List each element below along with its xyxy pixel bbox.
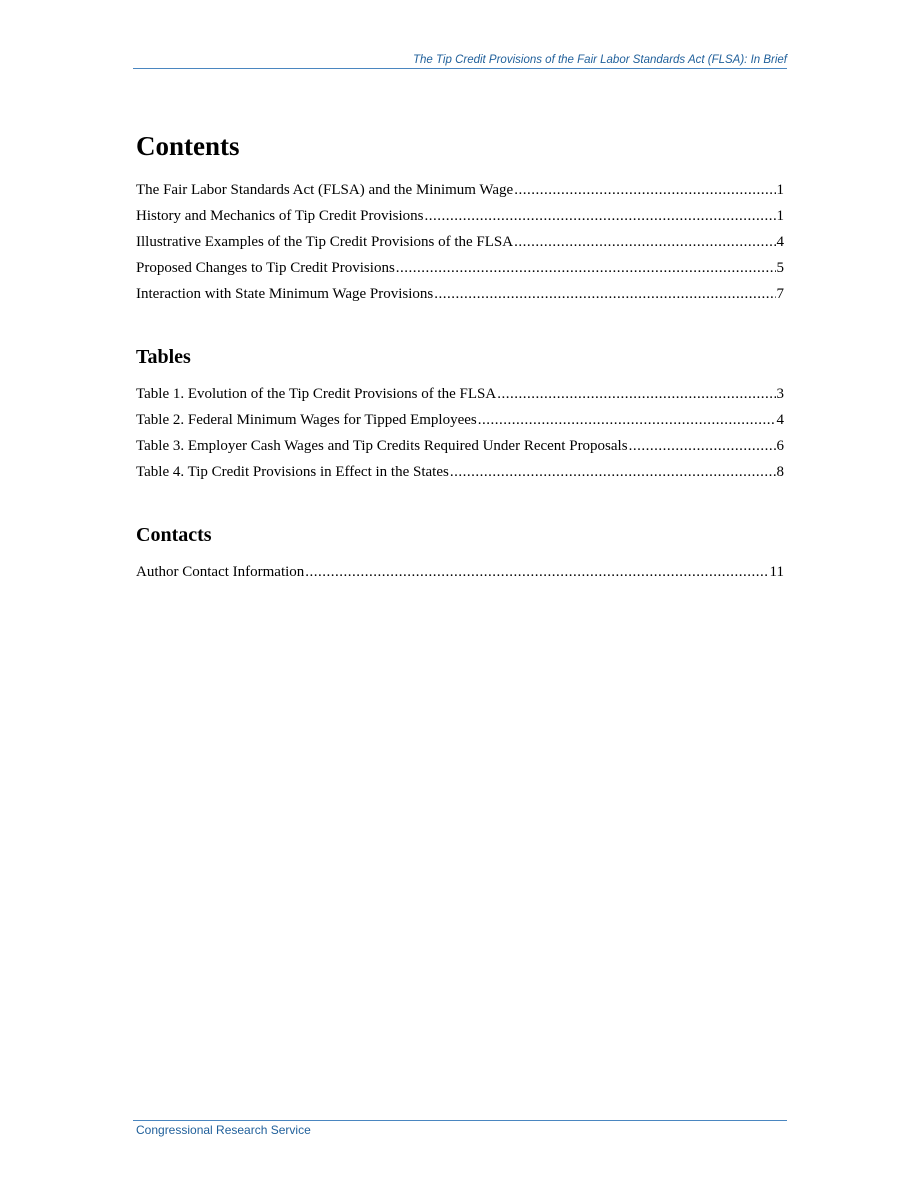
toc-entry-page[interactable]: 5 [776, 260, 784, 276]
dot-leader [434, 281, 775, 307]
toc-entry[interactable] [136, 381, 784, 407]
toc-entry-title[interactable]: Table 4. Tip Credit Provisions in Effect in the States [136, 464, 449, 480]
header-rule [133, 68, 787, 69]
tables-heading: Tables [136, 346, 191, 368]
dot-leader [425, 203, 776, 229]
dot-leader [514, 177, 775, 203]
toc-entry-page[interactable]: 1 [776, 208, 784, 224]
toc-entry-title[interactable]: Table 3. Employer Cash Wages and Tip Credits Required Under Recent Proposals [136, 438, 628, 454]
toc-entry-page[interactable]: 1 [776, 182, 784, 198]
toc-entry[interactable] [136, 203, 784, 229]
toc-entry[interactable] [136, 433, 784, 459]
toc-entry-title[interactable]: Table 1. Evolution of the Tip Credit Provisions of the FLSA [136, 386, 497, 402]
contacts-list [136, 559, 784, 585]
dot-leader [396, 255, 776, 281]
footer-organization: Congressional Research Service [136, 1123, 311, 1137]
toc-entry-page[interactable]: 6 [776, 438, 784, 454]
toc-entry-title[interactable]: Interaction with State Minimum Wage Provisions [136, 286, 434, 302]
toc-entry-title[interactable]: Author Contact Information [136, 564, 305, 580]
toc-entry[interactable] [136, 281, 784, 307]
toc-entry-title[interactable]: Table 2. Federal Minimum Wages for Tipped Employees [136, 412, 477, 428]
running-header-title: The Tip Credit Provisions of the Fair Labor Standards Act (FLSA): In Brief [412, 54, 787, 66]
toc-entry-title[interactable]: Proposed Changes to Tip Credit Provisions [136, 260, 395, 276]
contents-heading: Contents [136, 131, 240, 161]
toc-entry-title[interactable]: Illustrative Examples of the Tip Credit Provisions of the FLSA [136, 234, 514, 250]
toc-entry-title[interactable]: History and Mechanics of Tip Credit Provisions [136, 208, 424, 224]
toc-entry-page[interactable]: 4 [776, 412, 784, 428]
toc-entry[interactable] [136, 177, 784, 203]
table-of-contents [136, 120, 784, 585]
toc-entry-page[interactable]: 3 [776, 386, 784, 402]
dot-leader [497, 381, 775, 407]
toc-entry[interactable] [136, 407, 784, 433]
toc-entry-page[interactable]: 8 [776, 464, 784, 480]
toc-entry-title[interactable]: The Fair Labor Standards Act (FLSA) and the Minimum Wage [136, 182, 514, 198]
contacts-heading: Contacts [136, 524, 212, 546]
toc-entry-page[interactable]: 7 [776, 286, 784, 302]
dot-leader [478, 407, 776, 433]
footer-rule [133, 1120, 787, 1121]
contents-list [136, 177, 784, 307]
dot-leader [305, 559, 768, 585]
toc-entry-page[interactable]: 11 [769, 564, 784, 580]
toc-entry[interactable] [136, 459, 784, 485]
dot-leader [514, 229, 775, 255]
toc-entry[interactable] [136, 229, 784, 255]
dot-leader [629, 433, 776, 459]
toc-entry-page[interactable]: 4 [776, 234, 784, 250]
toc-entry[interactable] [136, 559, 784, 585]
tables-list [136, 381, 784, 485]
dot-leader [450, 459, 776, 485]
toc-entry[interactable] [136, 255, 784, 281]
